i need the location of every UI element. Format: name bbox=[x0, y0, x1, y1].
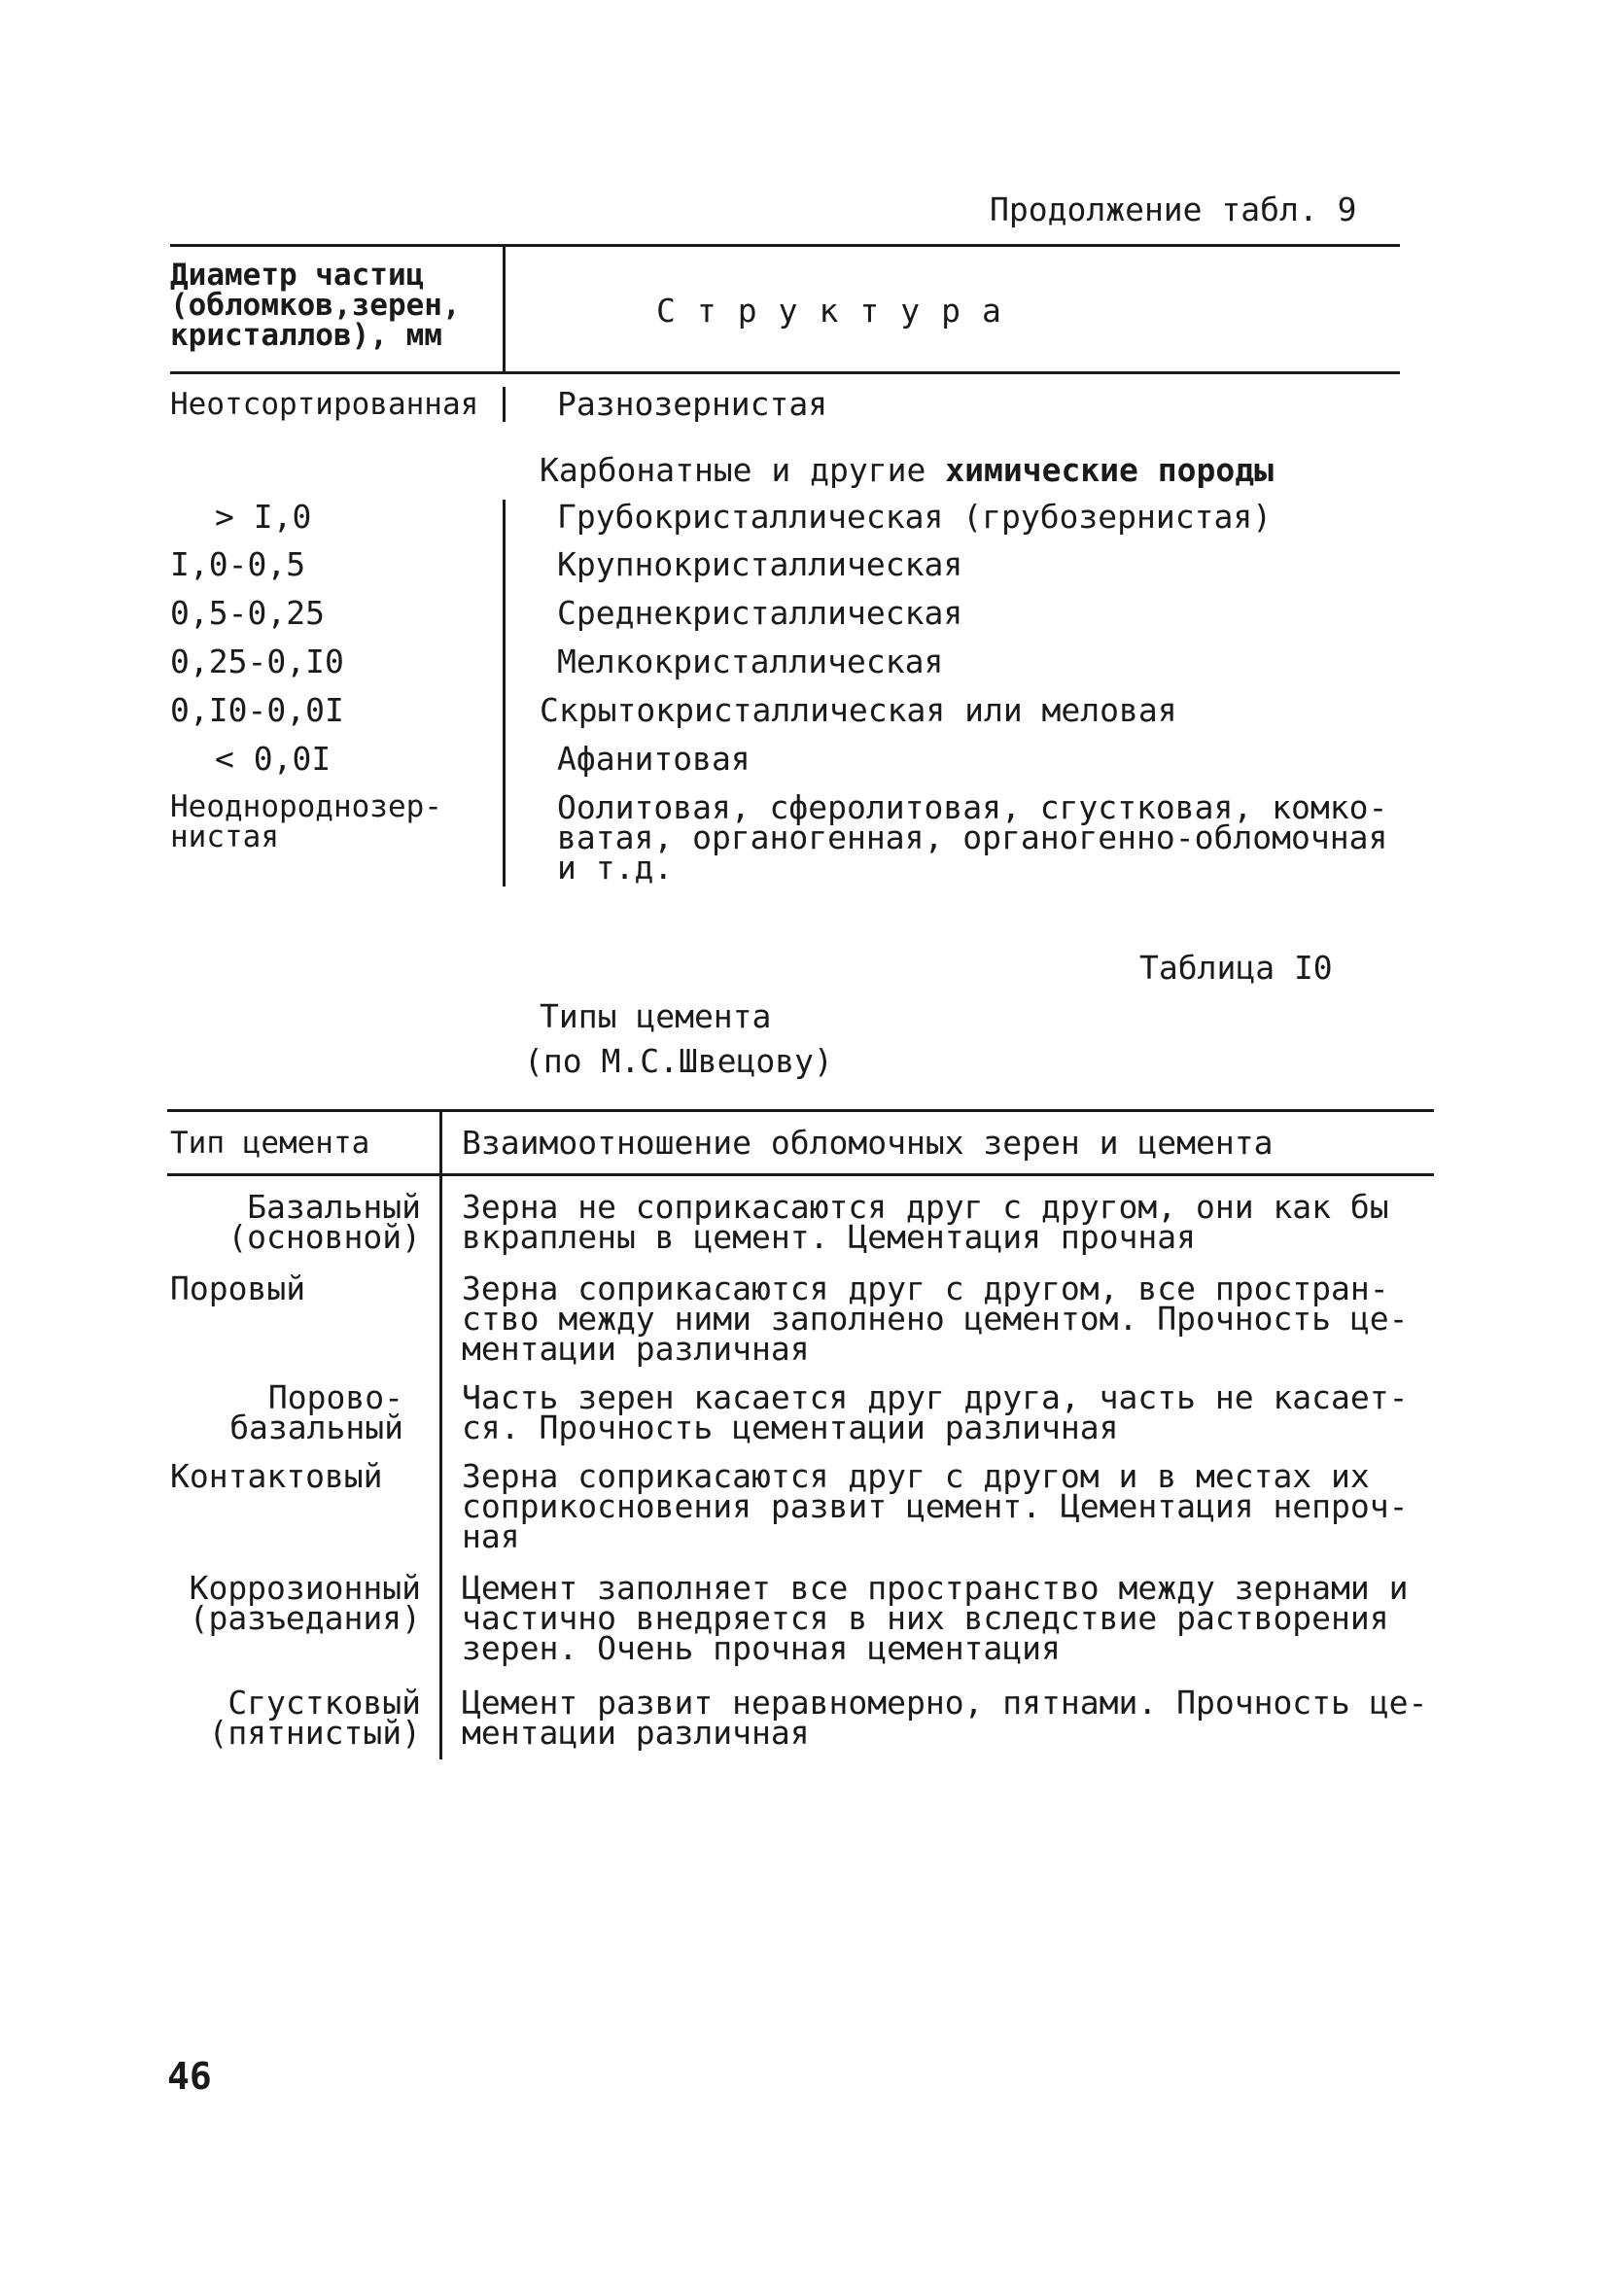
table10-row-relation: Цемент развит неравномерно, пятнами. Прочность це- ментации различная bbox=[462, 1684, 1428, 1752]
table9-unsorted-divider bbox=[503, 387, 506, 422]
table9-header-divider bbox=[503, 246, 506, 372]
table10-header-relation: Взаимоотношение обломочных зерен и цемента bbox=[462, 1124, 1274, 1162]
table10-row-relation: Часть зерен касается друг друга, часть не касает- ся. Прочность цементации различная bbox=[462, 1378, 1409, 1446]
table9-row-structure: Скрытокристаллическая или меловая bbox=[540, 691, 1177, 729]
page-number: 46 bbox=[167, 2055, 212, 2098]
table9-continuation-label: Продолжение табл. 9 bbox=[990, 191, 1357, 228]
table10-row-type: Сгустковый (пятнистый) bbox=[208, 1684, 421, 1752]
table10-header-rule bbox=[167, 1173, 1434, 1176]
table9-row-structure: Грубокристаллическая (грубозернистая) bbox=[557, 498, 1273, 536]
table9-row-heterogeneous-structure: Оолитовая, сферолитовая, сгустковая, комко- ватая, органогенная, органогенно-обломочная и т.д. bbox=[557, 788, 1388, 887]
table9-header-diameter: Диаметр частиц (обломков,зерен, кристаллов), мм bbox=[170, 258, 461, 353]
table9-row-diameter: > I,0 bbox=[215, 498, 312, 536]
table10-label: Таблица I0 bbox=[1139, 949, 1333, 987]
table9-row-diameter: < 0,0I bbox=[215, 740, 332, 778]
table10-header-type: Тип цемента bbox=[170, 1126, 370, 1161]
table9-row-diameter: 0,5-0,25 bbox=[170, 594, 325, 632]
table9-row-structure: Мелкокристаллическая bbox=[557, 643, 944, 680]
table9-row-unsorted-diameter: Неотсортированная bbox=[170, 387, 479, 422]
table9-row-structure: Крупнокристаллическая bbox=[557, 545, 963, 583]
table9-top-rule bbox=[170, 244, 1400, 247]
table9-row-structure: Среднекристаллическая bbox=[557, 594, 963, 632]
table10-row-type: Поровый bbox=[170, 1270, 306, 1307]
table10-row-type: Контактовый bbox=[170, 1457, 383, 1495]
section-heading-bold: химические породы bbox=[945, 451, 1274, 489]
table10-row-type: Базальный (основной) bbox=[227, 1188, 421, 1256]
table10-row-type: Коррозионный (разъедания) bbox=[189, 1569, 421, 1637]
table9-row-diameter: I,0-0,5 bbox=[170, 545, 306, 583]
section-heading-normal: Карбонатные и другие bbox=[540, 451, 946, 489]
table9-section-heading bbox=[540, 453, 1274, 488]
table10-row-relation: Зерна соприкасаются друг с другом и в местах их соприкосновения развит цемент. Цементация непроч- ная bbox=[462, 1457, 1409, 1555]
table10-row-relation: Цемент заполняет все пространство между зернами и частично внедряется в них вследствие растворения зерен. Очень прочная цементация bbox=[462, 1569, 1409, 1667]
table9-row-heterogeneous-diameter: Неоднороднозер- нистая bbox=[170, 789, 442, 854]
table10-title-line1: Типы цемента bbox=[540, 997, 772, 1035]
table9-row-diameter: 0,I0-0,0I bbox=[170, 691, 344, 729]
table10-row-relation: Зерна не соприкасаются друг с другом, они как бы вкраплены в цемент. Цементация прочная bbox=[462, 1188, 1389, 1256]
table9-row-structure: Афанитовая bbox=[557, 740, 751, 778]
table9-header-structure: Структура bbox=[656, 292, 1023, 330]
table9-header-rule bbox=[170, 371, 1400, 374]
table10-title-line2: (по М.С.Швецову) bbox=[524, 1042, 833, 1080]
table9-body-divider bbox=[503, 500, 506, 887]
table9-row-unsorted-structure: Разнозернистая bbox=[557, 385, 828, 423]
table9-row-diameter: 0,25-0,I0 bbox=[170, 643, 344, 680]
table10-row-relation: Зерна соприкасаются друг с другом, все простран- ство между ними заполнено цементом. Прочность це- ментации различная bbox=[462, 1270, 1409, 1368]
table10-column-divider bbox=[439, 1111, 442, 1759]
table10-row-type: Порово- базальный bbox=[229, 1378, 403, 1446]
table10-top-rule bbox=[167, 1109, 1434, 1112]
